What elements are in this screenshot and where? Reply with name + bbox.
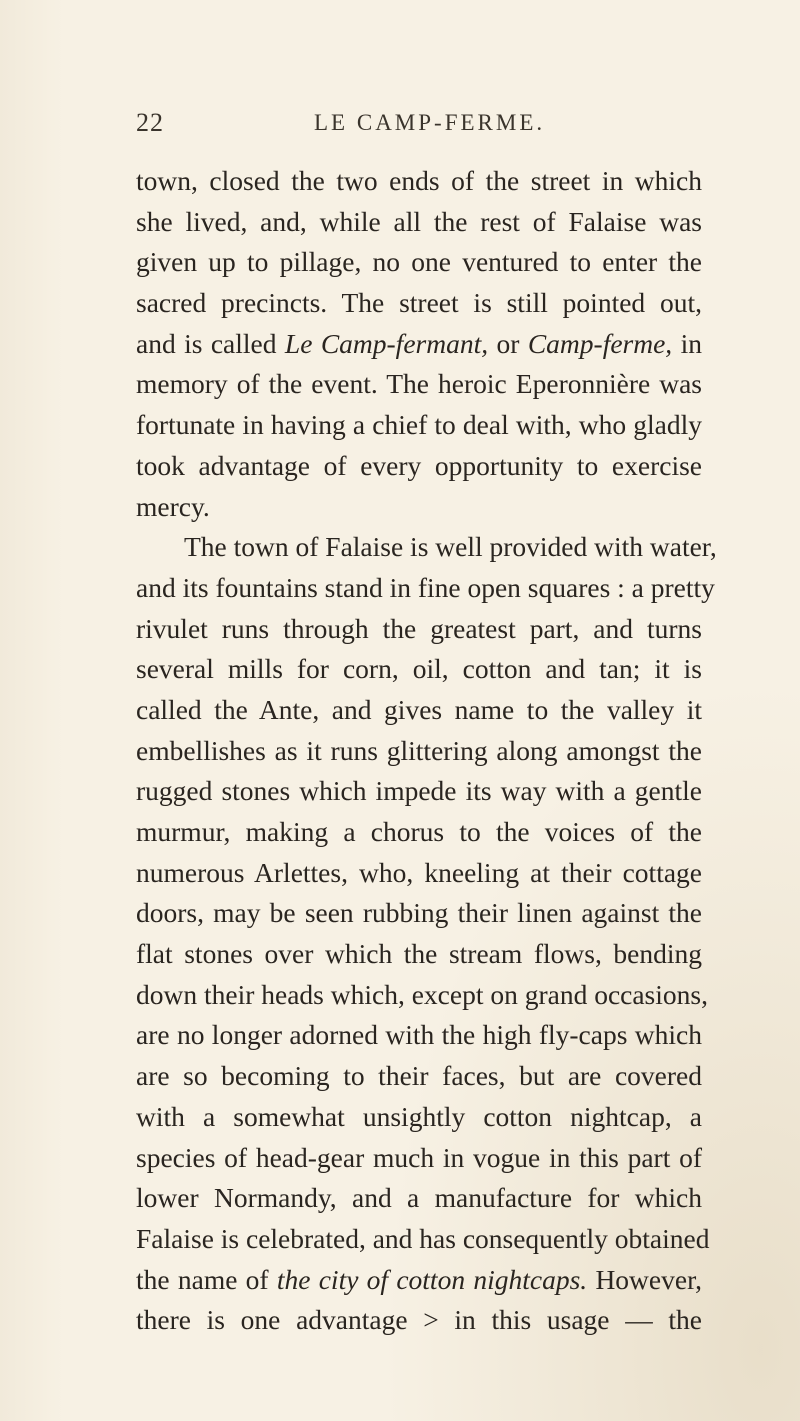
text-line: murmur, making a chorus to the voices of the bbox=[136, 816, 702, 847]
text-line: embellishes as it runs glittering along amongst the bbox=[136, 734, 702, 766]
body-text bbox=[136, 161, 717, 1341]
text-line: Falaise is celebrated, and has consequently obtained bbox=[136, 1222, 710, 1254]
text-line: species of head-gear much in vogue in this part of bbox=[136, 1141, 702, 1173]
text-run: or bbox=[488, 327, 528, 359]
text-line: and its fountains stand in fine open squares : a pretty bbox=[136, 571, 715, 603]
text-line: fortunate in having a chief to deal with, who gladly bbox=[136, 409, 702, 441]
text-run: in bbox=[672, 327, 702, 359]
text-line: numerous Arlettes, who, kneeling at their cottage bbox=[136, 856, 702, 888]
page-number: 22 bbox=[136, 108, 164, 137]
text-line: with a somewhat unsightly cotton nightcap, a bbox=[136, 1100, 702, 1132]
text-line: lower Normandy, and a manufacture for which bbox=[136, 1182, 702, 1214]
paragraph-end-line: mercy. bbox=[136, 490, 210, 522]
text-line: she lived, and, while all the rest of Falaise was bbox=[136, 205, 702, 237]
street-name-italic: Le Camp-fermant, bbox=[284, 327, 489, 359]
text-line: took advantage of every opportunity to exercise bbox=[136, 449, 702, 481]
running-title: LE CAMP-FERME. bbox=[314, 110, 546, 135]
text-run: and is called bbox=[136, 327, 285, 359]
text-line: doors, may be seen rubbing their linen against the bbox=[136, 897, 702, 929]
text-line: are so becoming to their faces, but are covered bbox=[136, 1060, 702, 1092]
text-line: are no longer adorned with the high fly-caps which bbox=[136, 1019, 702, 1051]
text-line: called the Ante, and gives name to the valley it bbox=[136, 693, 702, 725]
paragraph-start-line: The town of Falaise is well provided with water, bbox=[184, 531, 717, 563]
text-line: flat stones over which the stream flows, bending bbox=[136, 938, 702, 970]
text-run: the name of bbox=[136, 1263, 277, 1295]
text-line bbox=[136, 1260, 702, 1301]
text-line: town, closed the two ends of the street in which bbox=[136, 165, 702, 196]
text-run: However, bbox=[587, 1263, 703, 1295]
text-line: there is one advantage ˃ in this usage — the bbox=[136, 1304, 702, 1336]
text-line: rugged stones which impede its way with a gentle bbox=[136, 775, 702, 807]
text-line: several mills for corn, oil, cotton and tan; it is bbox=[136, 653, 702, 685]
text-line bbox=[136, 324, 702, 365]
text-line: memory of the event. The heroic Eperonnière was bbox=[136, 368, 702, 400]
street-name-italic: Camp-ferme, bbox=[527, 327, 673, 359]
text-line: given up to pillage, no one ventured to enter the bbox=[136, 246, 702, 278]
text-line: down their heads which, except on grand occasions, bbox=[136, 978, 708, 1010]
nickname-italic: the city of cotton nightcaps. bbox=[276, 1263, 588, 1295]
running-head bbox=[136, 108, 702, 148]
text-line: rivulet runs through the greatest part, and turns bbox=[136, 612, 702, 644]
text-line: sacred precincts. The street is still pointed out, bbox=[136, 287, 702, 319]
